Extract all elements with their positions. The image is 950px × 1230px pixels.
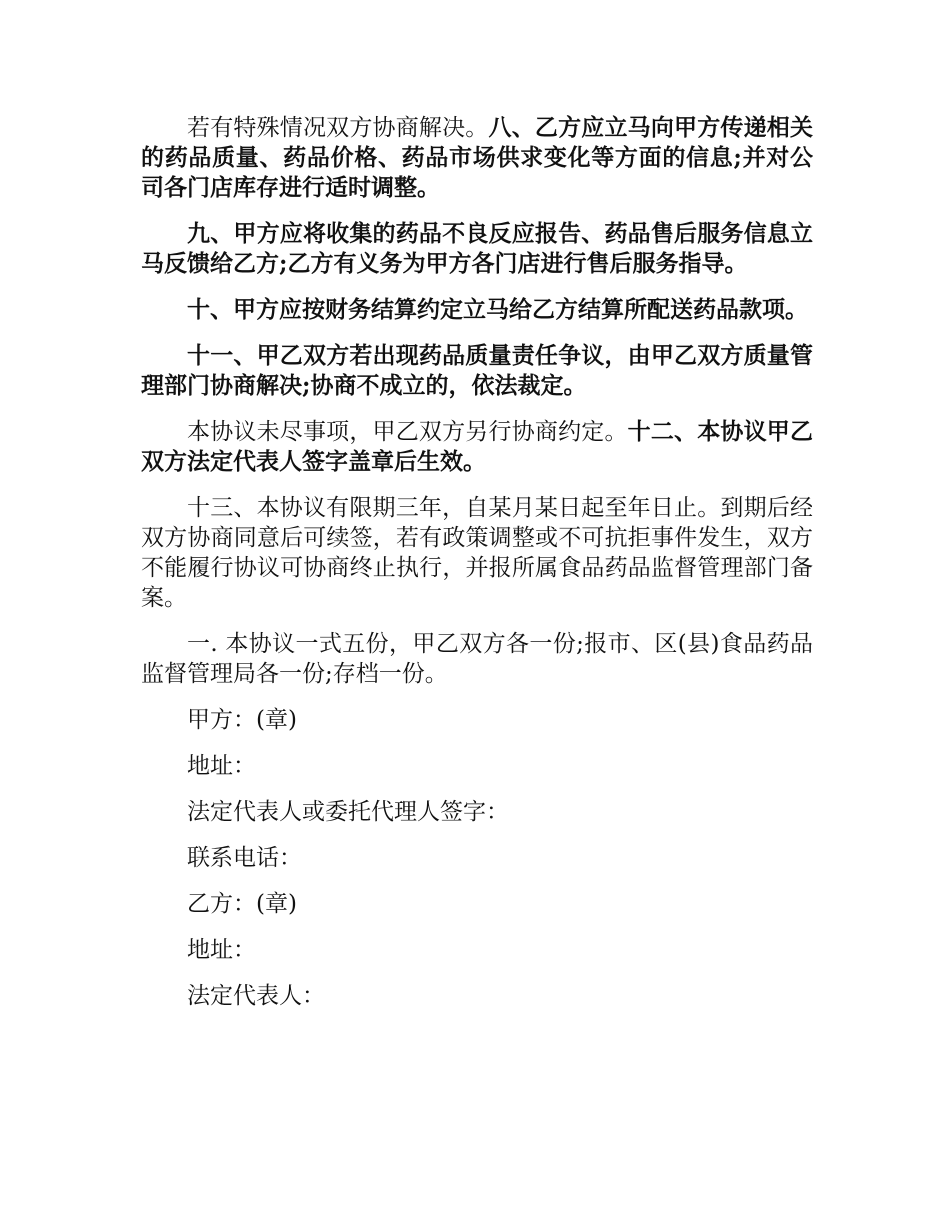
party-a-seal: 甲方：(章) (187, 707, 297, 733)
document-body (141, 113, 813, 1027)
party-b-seal: 乙方：(章) (187, 891, 297, 917)
party-a-representative: 法定代表人或委托代理人签字： (187, 799, 509, 825)
paragraph-clause-13: 十三、本协议有限期三年，自某月某日起至年日止。到期后经双方协商同意后可续签，若有政策调整或不可抗拒事件发生，双方不能履行协议可协商终止执行，并报所属食品药品监督管理部门备案。 (141, 495, 813, 611)
party-a-phone: 联系电话： (187, 845, 302, 871)
party-b-address: 地址： (187, 937, 256, 963)
paragraph-clause-12 (141, 417, 813, 477)
paragraph-clause-8 (141, 113, 813, 203)
party-b-representative: 法定代表人： (187, 983, 325, 1009)
paragraph-clause-12-lead: 本协议未尽事项，甲乙双方另行协商约定。 (187, 419, 628, 445)
paragraph-clause-9: 九、甲方应将收集的药品不良反应报告、药品售后服务信息立马反馈给乙方;乙方有义务为甲方各门店进行售后服务指导。 (141, 220, 813, 277)
paragraph-clause-10: 十、甲方应按财务结算约定立马给乙方结算所配送药品款项。 (187, 296, 808, 323)
party-a-address: 地址： (187, 753, 256, 779)
paragraph-clause-8-lead: 若有特殊情况双方协商解决。 (187, 115, 489, 141)
paragraph-copies: 一. 本协议一式五份，甲乙双方各一份;报市、区(县)食品药品监督管理局各一份;存档一份。 (141, 631, 813, 687)
paragraph-clause-11: 十一、甲乙双方若出现药品质量责任争议，由甲乙双方质量管理部门协商解决;协商不成立的，依法裁定。 (141, 342, 813, 399)
clause-8-text: 八、乙方应立马向甲方传递相关的药品质量、药品价格、药品市场供求变化等方面的信息;并对公司各门店库存进行适时调整。 (141, 114, 813, 201)
clause-12-text: 十二、本协议甲乙双方法定代表人签字盖章后生效。 (141, 418, 814, 475)
